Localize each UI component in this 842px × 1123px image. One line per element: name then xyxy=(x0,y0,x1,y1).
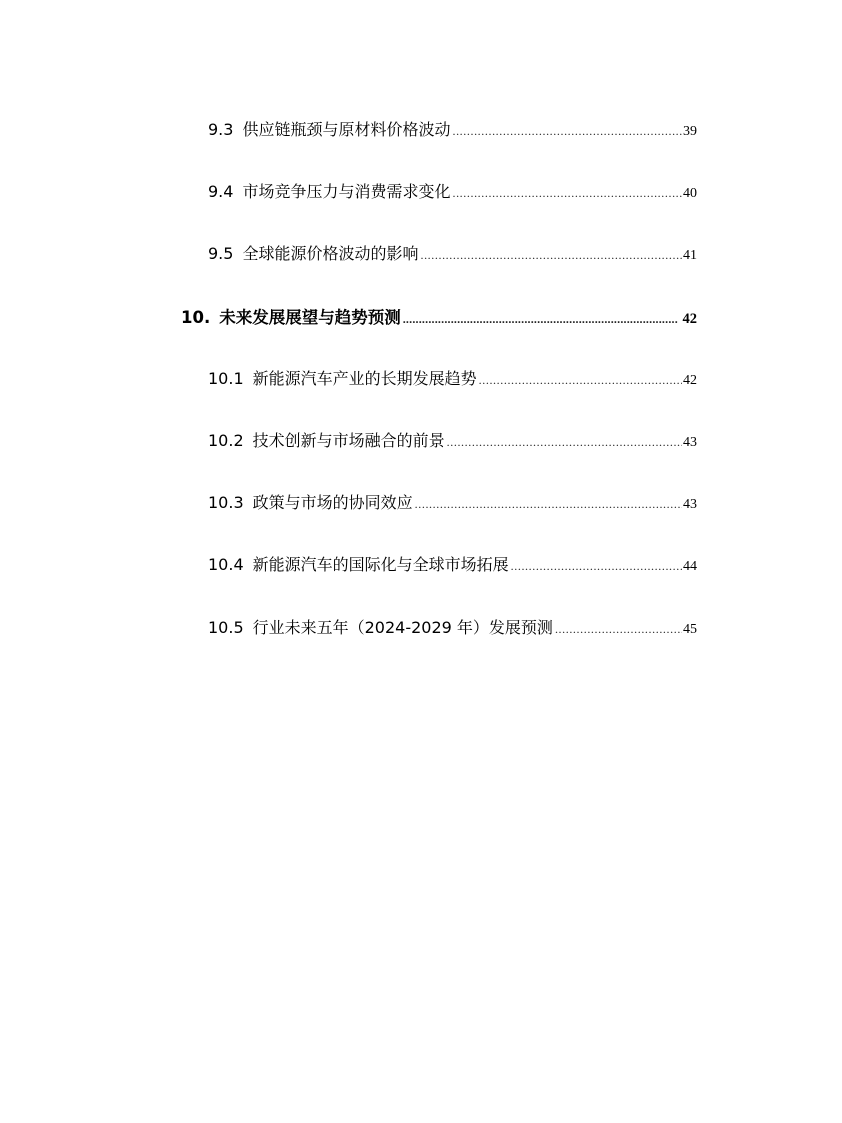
toc-entry-number: 10.4 xyxy=(208,555,244,574)
toc-entry-title: 政策与市场的协同效应 xyxy=(252,493,413,512)
toc-entry-10[interactable] xyxy=(181,304,697,328)
toc-entry-9-5[interactable] xyxy=(208,241,697,265)
toc-entry-9-3[interactable] xyxy=(208,117,697,141)
toc-entry-title: 市场竞争压力与消费需求变化 xyxy=(242,182,451,201)
toc-entry-number: 9.3 xyxy=(208,120,234,139)
toc-entry-title: 技术创新与市场融合的前景 xyxy=(252,431,445,450)
toc-entry-title: 行业未来五年（2024-2029 年）发展预测 xyxy=(252,618,553,637)
toc-entry-title: 新能源汽车的国际化与全球市场拓展 xyxy=(252,555,509,574)
toc-entry-title: 未来发展展望与趋势预测 xyxy=(219,308,401,327)
toc-dot-leader xyxy=(511,559,682,574)
toc-entry-number: 10.1 xyxy=(208,369,244,388)
toc-entry-title: 新能源汽车产业的长期发展趋势 xyxy=(252,369,477,388)
toc-entry-page-number: 40 xyxy=(683,186,697,201)
toc-dot-leader xyxy=(452,124,682,139)
toc-entry-10-4[interactable] xyxy=(208,552,697,576)
toc-entry-page-number: 39 xyxy=(683,124,697,139)
toc-entry-page-number: 43 xyxy=(683,497,697,512)
toc-dot-leader xyxy=(420,248,682,263)
toc-entry-10-5[interactable] xyxy=(208,615,697,639)
toc-entry-page-number: 42 xyxy=(682,311,697,327)
toc-entry-10-2[interactable] xyxy=(208,428,697,452)
toc-entry-number: 10.2 xyxy=(208,431,244,450)
toc-dot-leader xyxy=(555,622,682,637)
toc-entry-number: 9.4 xyxy=(208,182,234,201)
toc-entry-number: 10.3 xyxy=(208,493,244,512)
toc-entry-page-number: 44 xyxy=(683,559,697,574)
toc-entry-page-number: 43 xyxy=(683,435,697,450)
toc-dot-leader xyxy=(447,435,682,450)
toc-entry-page-number: 41 xyxy=(683,248,697,263)
toc-entry-10-3[interactable] xyxy=(208,490,697,514)
toc-entry-page-number: 45 xyxy=(683,622,697,637)
toc-entry-number: 10.5 xyxy=(208,618,244,637)
toc-entry-title: 全球能源价格波动的影响 xyxy=(242,244,419,263)
toc-dot-leader xyxy=(403,312,678,327)
toc-entry-number: 10. xyxy=(181,308,211,327)
toc-dot-leader xyxy=(479,373,682,388)
toc-entry-9-4[interactable] xyxy=(208,179,697,203)
toc-entry-10-1[interactable] xyxy=(208,366,697,390)
toc-entry-page-number: 42 xyxy=(683,373,697,388)
toc-entry-number: 9.5 xyxy=(208,244,234,263)
toc-dot-leader xyxy=(415,497,682,512)
toc-entry-title: 供应链瓶颈与原材料价格波动 xyxy=(242,120,451,139)
toc-dot-leader xyxy=(452,186,682,201)
